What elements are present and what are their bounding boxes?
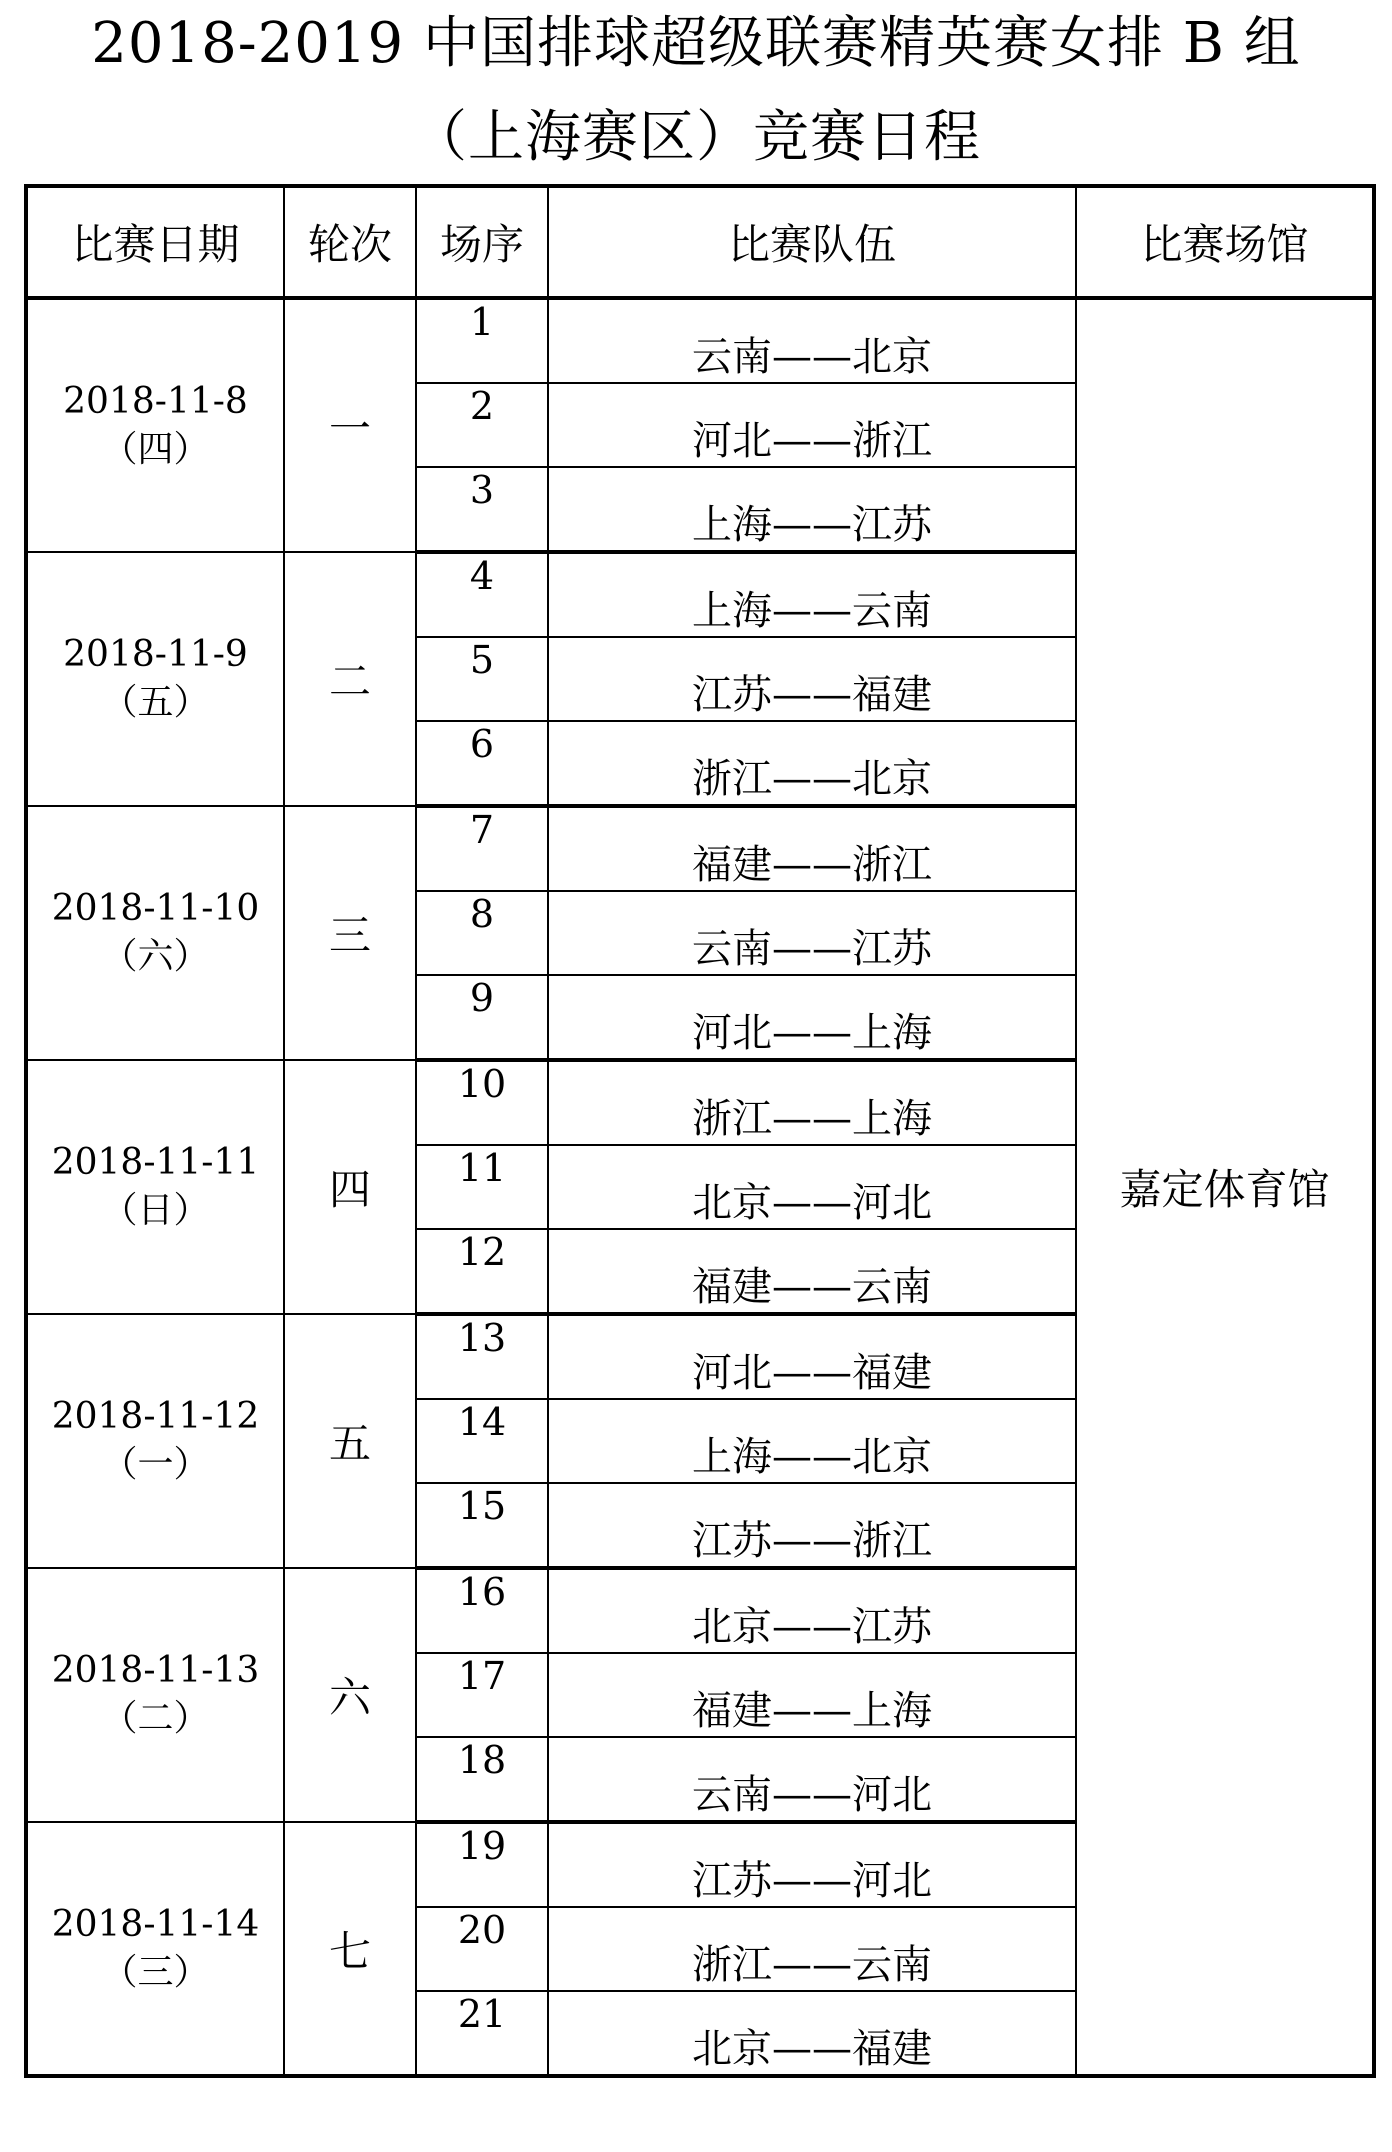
- match-number-cell: 11: [416, 1145, 548, 1229]
- match-number-cell: 9: [416, 975, 548, 1060]
- match-teams-cell: 北京——江苏: [548, 1568, 1076, 1653]
- match-number-cell: 20: [416, 1907, 548, 1991]
- header-date: 比赛日期: [26, 186, 284, 298]
- match-teams-cell: 河北——浙江: [548, 383, 1076, 467]
- round-cell: 六: [284, 1568, 416, 1822]
- match-number-cell: 10: [416, 1060, 548, 1145]
- match-weekday: （四）: [101, 428, 210, 470]
- page-subtitle: （上海赛区）竞赛日程: [411, 105, 981, 170]
- match-teams-cell: 浙江——上海: [548, 1060, 1076, 1145]
- header-match-no: 场序: [416, 186, 548, 298]
- match-number-cell: 3: [416, 467, 548, 552]
- schedule-body: [26, 298, 1374, 2076]
- header-venue: 比赛场馆: [1076, 186, 1374, 298]
- match-number-cell: 15: [416, 1483, 548, 1568]
- match-teams-cell: 福建——上海: [548, 1653, 1076, 1737]
- match-weekday: （一）: [101, 1444, 210, 1485]
- match-teams-cell: 江苏——浙江: [548, 1483, 1076, 1568]
- match-number-cell: 5: [416, 637, 548, 721]
- header-teams: 比赛队伍: [548, 186, 1076, 298]
- match-teams-cell: 上海——江苏: [548, 467, 1076, 552]
- match-number-cell: 19: [416, 1822, 548, 1907]
- match-date: 2018-11-11: [51, 1142, 260, 1183]
- table-row: [26, 298, 1374, 383]
- match-date: 2018-11-9: [63, 634, 248, 675]
- match-date-cell: [26, 806, 284, 1060]
- match-teams-cell: 云南——河北: [548, 1737, 1076, 1822]
- round-cell: 三: [284, 806, 416, 1060]
- match-number-cell: 21: [416, 1991, 548, 2076]
- match-date-cell: [26, 1568, 284, 1822]
- match-weekday: （三）: [101, 1951, 210, 1993]
- match-teams-cell: 河北——上海: [548, 975, 1076, 1060]
- page-title: 2018-2019 中国排球超级联赛精英赛女排 B 组: [91, 11, 1301, 76]
- match-weekday: （日）: [101, 1190, 210, 1231]
- match-date-cell: [26, 1822, 284, 2076]
- header-round: 轮次: [284, 186, 416, 298]
- match-number-cell: 7: [416, 806, 548, 891]
- match-number-cell: 14: [416, 1399, 548, 1483]
- table-header-row: [26, 186, 1374, 298]
- match-date: 2018-11-8: [63, 380, 248, 422]
- match-number-cell: 2: [416, 383, 548, 467]
- match-teams-cell: 浙江——云南: [548, 1907, 1076, 1991]
- match-teams-cell: 云南——北京: [548, 298, 1076, 383]
- match-date: 2018-11-10: [51, 888, 260, 929]
- venue-cell: 嘉定体育馆: [1076, 298, 1374, 2076]
- match-weekday: （二）: [101, 1698, 210, 1739]
- match-teams-cell: 福建——浙江: [548, 806, 1076, 891]
- match-teams-cell: 江苏——福建: [548, 637, 1076, 721]
- match-date-cell: [26, 298, 284, 552]
- match-number-cell: 8: [416, 891, 548, 975]
- match-date: 2018-11-13: [51, 1650, 260, 1691]
- match-teams-cell: 北京——河北: [548, 1145, 1076, 1229]
- match-number-cell: 13: [416, 1314, 548, 1399]
- match-number-cell: 12: [416, 1229, 548, 1314]
- round-cell: 七: [284, 1822, 416, 2076]
- round-cell: 一: [284, 298, 416, 552]
- match-date-cell: [26, 552, 284, 806]
- match-number-cell: 17: [416, 1653, 548, 1737]
- match-weekday: （六）: [101, 936, 210, 977]
- match-teams-cell: 上海——云南: [548, 552, 1076, 637]
- match-teams-cell: 浙江——北京: [548, 721, 1076, 806]
- match-date: 2018-11-14: [51, 1903, 260, 1945]
- match-teams-cell: 福建——云南: [548, 1229, 1076, 1314]
- match-teams-cell: 云南——江苏: [548, 891, 1076, 975]
- schedule-table: [24, 184, 1376, 2078]
- match-number-cell: 1: [416, 298, 548, 383]
- match-number-cell: 18: [416, 1737, 548, 1822]
- match-number-cell: 6: [416, 721, 548, 806]
- round-cell: 四: [284, 1060, 416, 1314]
- match-weekday: （五）: [101, 682, 210, 723]
- match-date-cell: [26, 1314, 284, 1568]
- match-date: 2018-11-12: [51, 1396, 260, 1437]
- round-cell: 五: [284, 1314, 416, 1568]
- round-cell: 二: [284, 552, 416, 806]
- match-number-cell: 16: [416, 1568, 548, 1653]
- match-teams-cell: 上海——北京: [548, 1399, 1076, 1483]
- match-teams-cell: 河北——福建: [548, 1314, 1076, 1399]
- match-teams-cell: 江苏——河北: [548, 1822, 1076, 1907]
- match-teams-cell: 北京——福建: [548, 1991, 1076, 2076]
- match-date-cell: [26, 1060, 284, 1314]
- match-number-cell: 4: [416, 552, 548, 637]
